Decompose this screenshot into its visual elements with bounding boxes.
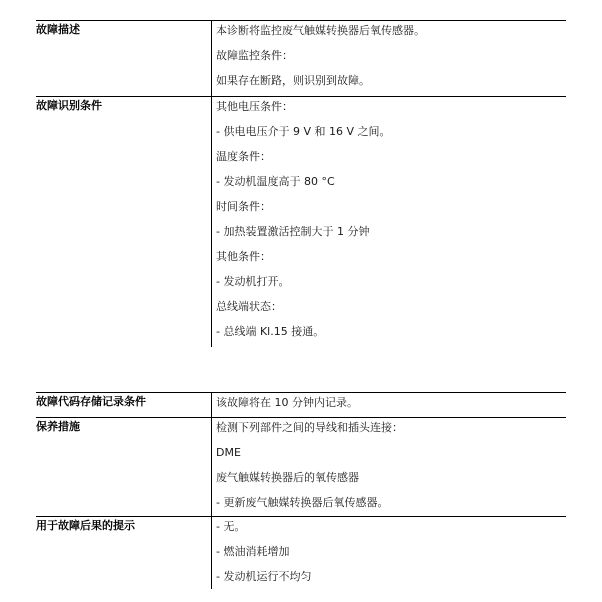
content-line: - 发动机打开。 (216, 275, 290, 288)
section-fault-description (36, 20, 566, 96)
content-line: - 供电电压介于 9 V 和 16 V 之间。 (216, 125, 391, 138)
fault-info-table (36, 20, 566, 597)
section-label: 故障代码存储记录条件 (36, 395, 146, 408)
content-line: - 总线端 Kl.15 接通。 (216, 325, 325, 338)
section-label: 保养措施 (36, 420, 80, 433)
section-content (216, 97, 391, 347)
content-line: 其他电压条件： (216, 100, 293, 113)
column-divider (211, 418, 212, 516)
column-divider (211, 517, 212, 589)
section-content (216, 517, 311, 592)
section-content (216, 418, 403, 518)
content-line: 其他条件： (216, 250, 271, 263)
section-fault-recognition-conditions (36, 96, 566, 392)
content-line: 本诊断将监控废气触媒转换器后氧传感器。 (216, 24, 425, 37)
content-line: 时间条件： (216, 200, 271, 213)
content-line: 温度条件： (216, 150, 271, 163)
content-line: 该故障将在 10 分钟内记录。 (216, 396, 358, 409)
section-content (216, 393, 358, 418)
content-line: 故障监控条件： (216, 49, 293, 62)
column-divider (211, 21, 212, 96)
content-line: 如果存在断路，则识别到故障。 (216, 74, 370, 87)
content-line: - 更新废气触媒转换器后氧传感器。 (216, 496, 389, 509)
content-line: - 发动机运行不均匀 (216, 570, 312, 583)
content-line: 检测下列部件之间的导线和插头连接： (216, 421, 403, 434)
content-line: - 无。 (216, 520, 246, 533)
content-line: - 燃油消耗增加 (216, 545, 290, 558)
section-label: 故障识别条件 (36, 99, 102, 112)
column-divider (211, 393, 212, 417)
content-line: DME (216, 446, 241, 459)
section-fault-consequence-notes (36, 516, 566, 597)
section-label: 用于故障后果的提示 (36, 519, 135, 532)
section-label: 故障描述 (36, 23, 80, 36)
content-line: 废气触媒转换器后的氧传感器 (216, 471, 359, 484)
column-divider (211, 97, 212, 347)
content-line: - 发动机温度高于 80 °C (216, 175, 335, 188)
section-fault-code-storage-conditions (36, 392, 566, 417)
section-content (216, 21, 425, 96)
content-line: - 加热装置激活控制大于 1 分钟 (216, 225, 370, 238)
content-line: 总线端状态： (216, 300, 282, 313)
section-service-measures (36, 417, 566, 516)
